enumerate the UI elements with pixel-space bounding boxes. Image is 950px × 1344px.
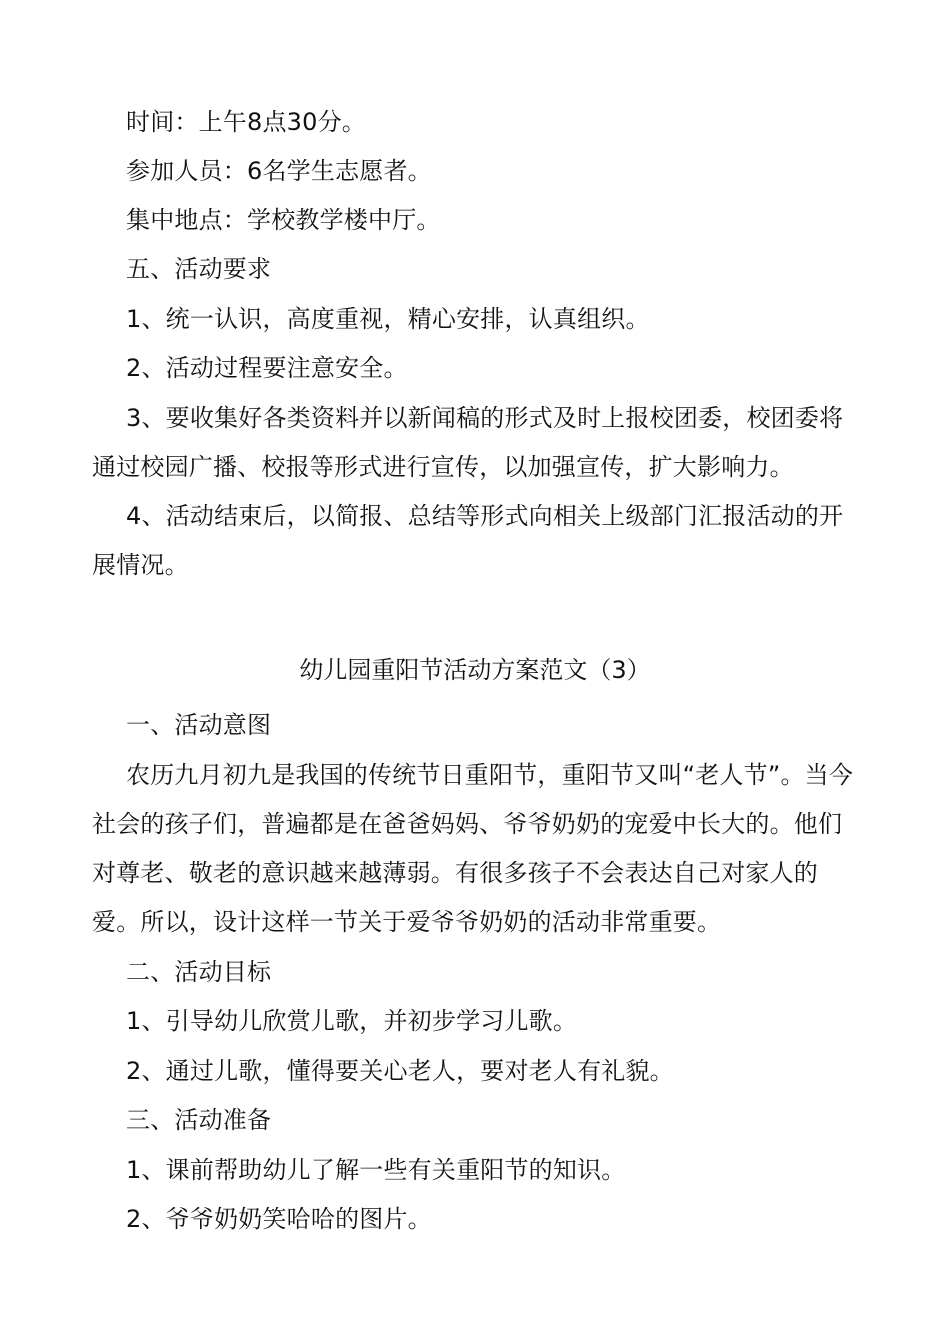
paragraph-time: 时间：上午8点30分。 [126,108,367,136]
preparation-item-2: 2、爷爷奶奶笑哈哈的图片。 [126,1205,432,1233]
heading-activity-goals: 二、活动目标 [126,958,272,986]
requirement-item-4: 4、活动结束后，以简报、总结等形式向相关上级部门汇报活动的开展情况。 [92,502,844,579]
goal-item-2: 2、通过儿歌，懂得要关心老人，要对老人有礼貌。 [126,1057,674,1085]
paragraph-intent-body: 农历九月初九是我国的传统节日重阳节，重阳节又叫“老人节”。当今社会的孩子们，普遍都是在爸爸妈妈、爷爷奶奶的宠爱中长大的。他们对尊老、敬老的意识越来越薄弱。有很多孩子不会表达自己对家人的爱。所以，设计这样一节关于爱爷爷奶奶的活动非常重要。 [92,761,854,936]
goal-item-1: 1、引导幼儿欣赏儿歌，并初步学习儿歌。 [126,1007,578,1035]
heading-activity-requirements: 五、活动要求 [126,255,272,283]
paragraph-participants: 参加人员：6名学生志愿者。 [126,157,432,185]
requirement-item-3: 3、要收集好各类资料并以新闻稿的形式及时上报校团委，校团委将通过校园广播、校报等形式进行宣传，以加强宣传，扩大影响力。 [92,404,844,481]
requirement-item-1: 1、统一认识，高度重视，精心安排，认真组织。 [126,305,650,333]
requirement-item-2: 2、活动过程要注意安全。 [126,354,408,382]
document-title: 幼儿园重阳节活动方案范文（3） [299,656,651,684]
preparation-item-1: 1、课前帮助幼儿了解一些有关重阳节的知识。 [126,1156,626,1184]
heading-activity-intent: 一、活动意图 [126,711,272,739]
paragraph-meeting-place: 集中地点：学校教学楼中厅。 [126,206,441,234]
heading-activity-preparation: 三、活动准备 [126,1106,272,1134]
